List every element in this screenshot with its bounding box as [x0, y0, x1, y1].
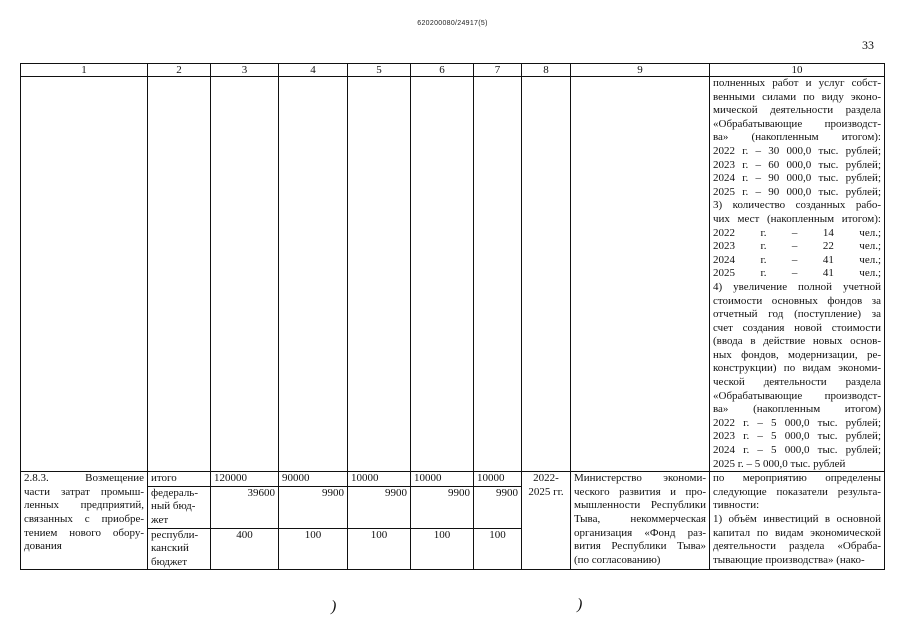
results-cell-line: тывающие производства» (нако- [713, 553, 865, 566]
cont-col10-line: полненных работ и услуг собст- [713, 77, 881, 89]
funding-2022: 9900 [279, 486, 348, 528]
title-cell-line: части затрат промыш- [24, 485, 144, 498]
exec-cell-line: (по согласованию) [574, 553, 661, 566]
funding-source [148, 528, 211, 570]
empty-cell [348, 77, 411, 472]
column-number: 7 [474, 64, 522, 77]
column-number: 4 [279, 64, 348, 77]
cont-col10-line: 2022 г. – 14 чел.; [713, 226, 881, 239]
column-number: 10 [710, 64, 885, 77]
results-cell-line: 1) объём инвестиций в основной [713, 513, 881, 525]
funding-2025: 100 [474, 528, 522, 570]
funding-total: 39600 [211, 486, 279, 528]
src-2-line: республи- [151, 528, 199, 541]
cont-col10-line: 2025 г. – 90 000,0 тыс. рублей; [713, 185, 881, 198]
funding-source [148, 472, 211, 487]
results-cell-line: по мероприятию определены [713, 472, 881, 485]
cont-col10-line: 2025 г. – 41 чел.; [713, 267, 881, 280]
cont-col10-line: 2025 г. – 5 000,0 тыс. рублей [713, 457, 846, 470]
column-number: 1 [21, 64, 148, 77]
column-number: 9 [571, 64, 710, 77]
cont-col10-line: стоимости основных фондов за [713, 294, 881, 307]
cont-col10-line: 2022 г. – 30 000,0 тыс. рублей; [713, 144, 881, 157]
cont-col10-line: 2024 г. – 90 000,0 тыс. рублей; [713, 172, 881, 185]
empty-cell [522, 77, 571, 472]
exec-cell-line: Тыва, некоммерческая [574, 513, 706, 525]
funding-2025: 9900 [474, 486, 522, 528]
cont-col10-line: (ввода в действие новых основ- [713, 335, 881, 348]
cont-col10-line: ва» (накопленным итогом) [713, 403, 881, 416]
results-continuation-cell [710, 77, 885, 472]
src-2-line: бюджет [151, 555, 187, 568]
empty-cell [211, 77, 279, 472]
cont-col10-line: мической деятельности раздела [713, 104, 881, 117]
funding-2024: 10000 [411, 472, 474, 487]
funding-2023: 9900 [348, 486, 411, 528]
cont-col10-line: 3) количество созданных рабо- [713, 199, 881, 212]
funding-row-total [21, 472, 885, 487]
scan-mark: ) [577, 596, 583, 613]
results-cell-line: следующие показатели результа- [713, 485, 881, 498]
cont-col10-line: 2022 г. – 5 000,0 тыс. рублей; [713, 416, 881, 429]
period-cell-line: 2022- [533, 472, 559, 485]
cont-col10-line: «Обрабатывающие производст- [713, 117, 881, 130]
cont-col10-line: 2024 г. – 41 чел.; [713, 253, 881, 266]
cont-col10-line: ва» (накопленным итогом): [713, 131, 881, 144]
program-table [20, 63, 885, 570]
cont-col10-line: отчетный год (поступление) за [713, 308, 881, 321]
cont-col10-line: конструкции) по видам экономи- [713, 362, 881, 375]
cont-col10-line: «Обрабатывающие производст- [713, 389, 881, 402]
src-1-line: жет [151, 514, 169, 526]
column-number: 2 [148, 64, 211, 77]
funding-2024: 9900 [411, 486, 474, 528]
continuation-row [21, 77, 885, 472]
empty-cell [411, 77, 474, 472]
title-cell-line: 2.8.3. Возмещение [24, 472, 144, 485]
exec-cell-line: мышленности Республики [574, 499, 706, 512]
funding-total: 400 [211, 528, 279, 570]
period-cell-line: 2025 гг. [528, 485, 564, 498]
cont-col10-line: ных фондов, модернизации, ре- [713, 348, 881, 361]
scan-mark: ) [331, 598, 337, 615]
results-cell [710, 472, 885, 570]
executor-cell [571, 472, 710, 570]
cont-col10-line: 2023 г. – 60 000,0 тыс. рублей; [713, 158, 881, 171]
funding-2024: 100 [411, 528, 474, 570]
cont-col10-line: 2023 г. – 5 000,0 тыс. рублей; [713, 430, 881, 443]
cont-col10-line: венными силами по виду эконо- [713, 90, 881, 103]
results-cell-line: тивности: [713, 499, 760, 512]
column-number-row [21, 64, 885, 77]
funding-source [148, 486, 211, 528]
column-number: 8 [522, 64, 571, 77]
src-1-line: ный бюд- [151, 500, 196, 513]
funding-2022: 100 [279, 528, 348, 570]
src-1-line: федераль- [151, 486, 198, 499]
page-number: 33 [862, 38, 874, 52]
title-cell-line: ленных предприятий, [24, 499, 144, 512]
cont-col10-line: чих мест (накопленным итогом): [713, 212, 881, 225]
exec-cell-line: ческого развития и про- [574, 485, 706, 498]
empty-cell [571, 77, 710, 472]
cont-col10-line: счет создания новой стоимости [713, 321, 881, 334]
period-cell [522, 472, 571, 570]
funding-2023: 100 [348, 528, 411, 570]
funding-2025: 10000 [474, 472, 522, 487]
src-0-line: итого [151, 472, 177, 485]
cont-col10-line: 2023 г. – 22 чел.; [713, 240, 881, 253]
funding-2022: 90000 [279, 472, 348, 487]
cont-col10-line: 2024 г. – 5 000,0 тыс. рублей; [713, 444, 881, 457]
title-cell-line: дования [24, 540, 62, 553]
funding-total: 120000 [211, 472, 279, 487]
empty-cell [148, 77, 211, 472]
exec-cell-line: организация «Фонд раз- [574, 526, 706, 539]
document-id: 620200080/24917(5) [417, 20, 488, 27]
column-number: 5 [348, 64, 411, 77]
results-cell-line: деятельности раздела «Обраба- [713, 540, 881, 553]
column-number: 6 [411, 64, 474, 77]
cont-col10-line: ческой деятельности раздела [713, 376, 881, 389]
funding-2023: 10000 [348, 472, 411, 487]
empty-cell [474, 77, 522, 472]
empty-cell [279, 77, 348, 472]
column-number: 3 [211, 64, 279, 77]
title-cell-line: связанных с приобре- [24, 513, 144, 525]
src-2-line: канский [151, 542, 189, 555]
exec-cell-line: вития Республики Тыва» [574, 540, 706, 553]
item-title-cell [21, 472, 148, 570]
cont-col10-line: 4) увеличение полной учетной [713, 280, 881, 293]
empty-cell [21, 77, 148, 472]
results-cell-line: капитал по видам экономической [713, 526, 881, 539]
exec-cell-line: Министерство экономи- [574, 472, 706, 485]
title-cell-line: тением нового обору- [24, 526, 144, 539]
